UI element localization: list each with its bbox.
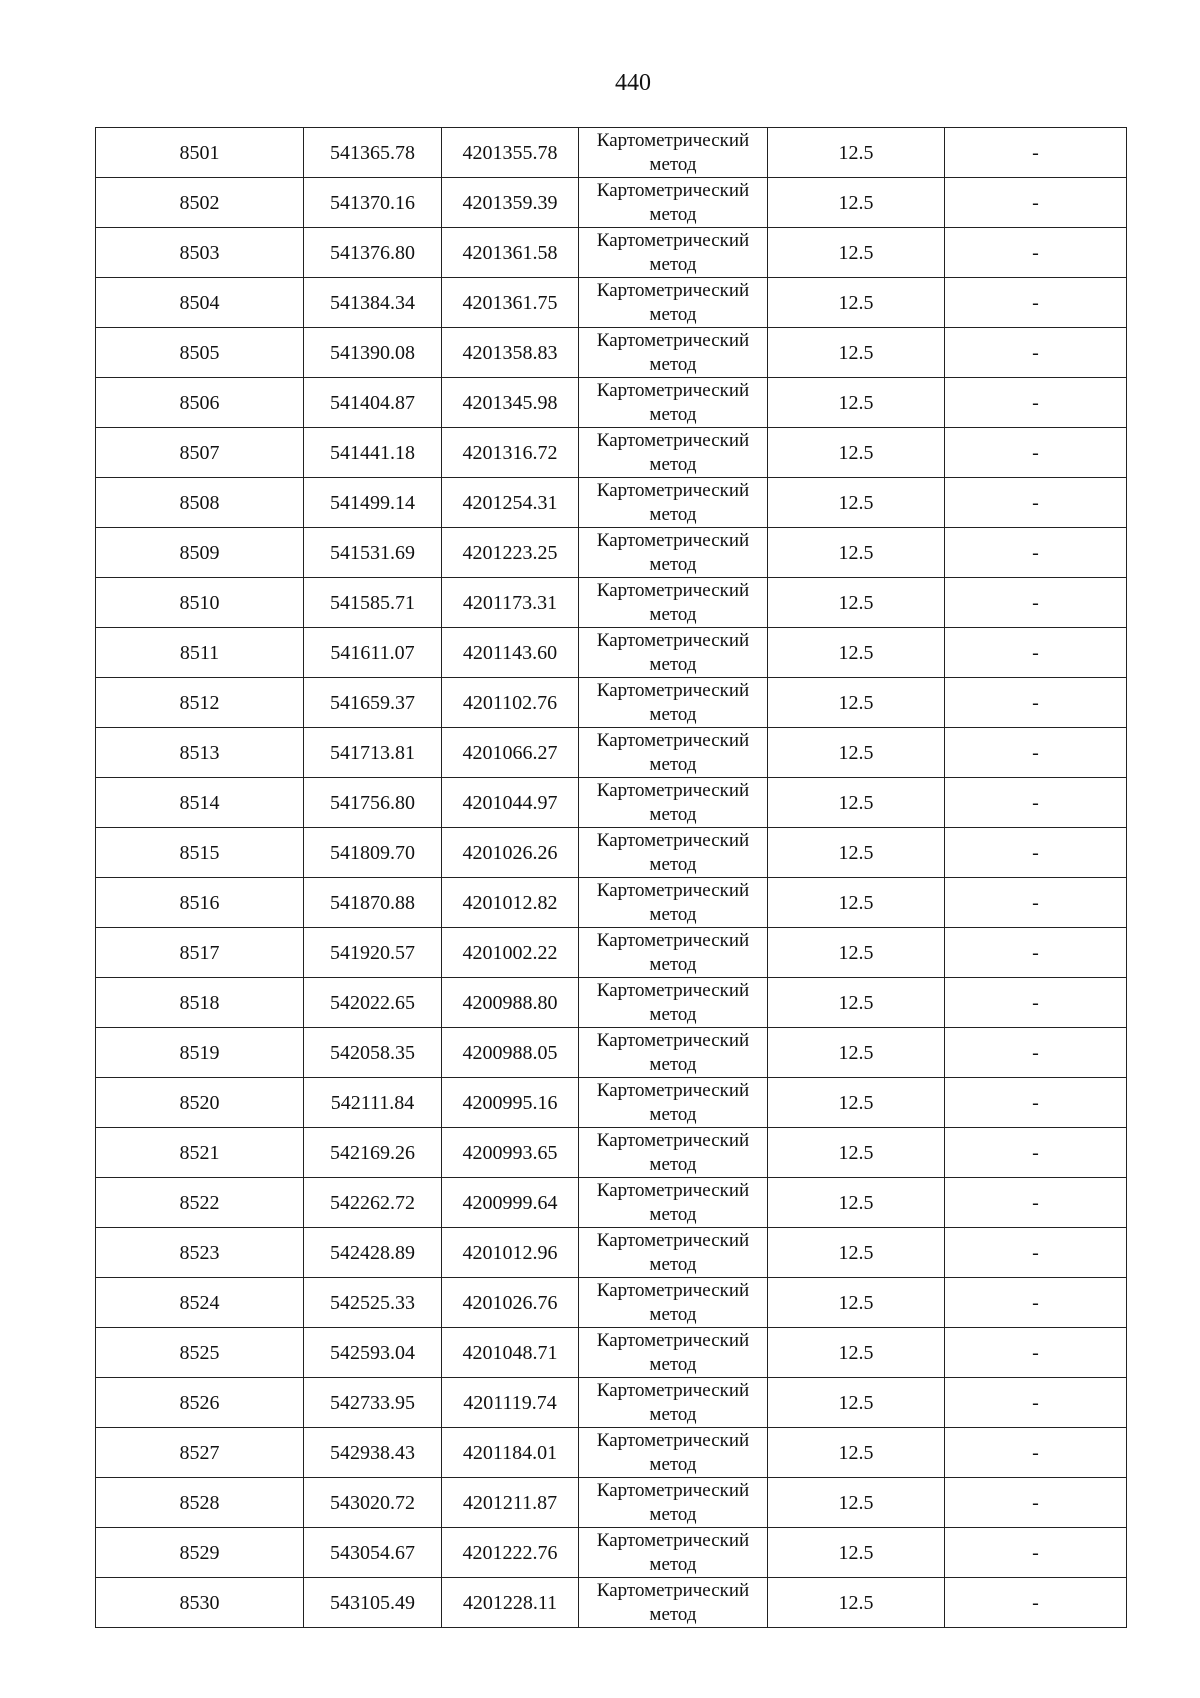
coordinates-table <box>95 127 1127 1628</box>
note-cell: - <box>945 878 1127 928</box>
y-coordinate-cell: 4201184.01 <box>442 1428 579 1478</box>
x-coordinate-cell: 542111.84 <box>304 1078 442 1128</box>
method-line-1: Картометрический <box>596 1329 750 1351</box>
method-line-2: метод <box>649 553 697 575</box>
method-line-1: Картометрический <box>596 729 750 751</box>
table-row <box>96 728 1127 778</box>
method-line-2: метод <box>649 303 697 325</box>
accuracy-cell: 12.5 <box>768 678 945 728</box>
accuracy-cell: 12.5 <box>768 578 945 628</box>
x-coordinate-cell: 541404.87 <box>304 378 442 428</box>
table-row <box>96 428 1127 478</box>
x-coordinate-cell: 541365.78 <box>304 128 442 178</box>
method-line-1: Картометрический <box>596 1579 750 1601</box>
point-number-cell: 8516 <box>96 878 304 928</box>
x-coordinate-cell: 543105.49 <box>304 1578 442 1628</box>
accuracy-cell: 12.5 <box>768 378 945 428</box>
table-row <box>96 1428 1127 1478</box>
accuracy-cell: 12.5 <box>768 928 945 978</box>
point-number-cell: 8525 <box>96 1328 304 1378</box>
y-coordinate-cell: 4201254.31 <box>442 478 579 528</box>
method-line-2: метод <box>649 903 697 925</box>
method-line-2: метод <box>649 1353 697 1375</box>
note-cell: - <box>945 1528 1127 1578</box>
y-coordinate-cell: 4201316.72 <box>442 428 579 478</box>
method-line-2: метод <box>649 153 697 175</box>
method-cell <box>579 1128 768 1178</box>
accuracy-cell: 12.5 <box>768 128 945 178</box>
table-row <box>96 1128 1127 1178</box>
accuracy-cell: 12.5 <box>768 728 945 778</box>
method-cell <box>579 1028 768 1078</box>
point-number-cell: 8524 <box>96 1278 304 1328</box>
point-number-cell: 8519 <box>96 1028 304 1078</box>
y-coordinate-cell: 4201361.75 <box>442 278 579 328</box>
accuracy-cell: 12.5 <box>768 828 945 878</box>
x-coordinate-cell: 541531.69 <box>304 528 442 578</box>
table-row <box>96 778 1127 828</box>
table-row <box>96 878 1127 928</box>
note-cell: - <box>945 228 1127 278</box>
table-row <box>96 178 1127 228</box>
point-number-cell: 8515 <box>96 828 304 878</box>
note-cell: - <box>945 328 1127 378</box>
method-line-2: метод <box>649 1003 697 1025</box>
note-cell: - <box>945 1328 1127 1378</box>
note-cell: - <box>945 428 1127 478</box>
point-number-cell: 8530 <box>96 1578 304 1628</box>
method-line-2: метод <box>649 653 697 675</box>
accuracy-cell: 12.5 <box>768 428 945 478</box>
method-line-2: метод <box>649 1453 697 1475</box>
note-cell: - <box>945 278 1127 328</box>
coordinates-table-body <box>96 128 1127 1628</box>
note-cell: - <box>945 678 1127 728</box>
method-cell <box>579 1478 768 1528</box>
accuracy-cell: 12.5 <box>768 1078 945 1128</box>
y-coordinate-cell: 4201012.82 <box>442 878 579 928</box>
method-line-2: метод <box>649 1403 697 1425</box>
method-cell <box>579 1278 768 1328</box>
method-line-2: метод <box>649 1253 697 1275</box>
note-cell: - <box>945 1028 1127 1078</box>
accuracy-cell: 12.5 <box>768 528 945 578</box>
point-number-cell: 8513 <box>96 728 304 778</box>
x-coordinate-cell: 542525.33 <box>304 1278 442 1328</box>
table-row <box>96 378 1127 428</box>
method-line-1: Картометрический <box>596 1079 750 1101</box>
method-cell <box>579 228 768 278</box>
x-coordinate-cell: 541920.57 <box>304 928 442 978</box>
method-cell <box>579 178 768 228</box>
accuracy-cell: 12.5 <box>768 178 945 228</box>
x-coordinate-cell: 542169.26 <box>304 1128 442 1178</box>
point-number-cell: 8529 <box>96 1528 304 1578</box>
note-cell: - <box>945 1278 1127 1328</box>
y-coordinate-cell: 4201223.25 <box>442 528 579 578</box>
accuracy-cell: 12.5 <box>768 878 945 928</box>
note-cell: - <box>945 1478 1127 1528</box>
table-row <box>96 278 1127 328</box>
method-line-1: Картометрический <box>596 679 750 701</box>
point-number-cell: 8507 <box>96 428 304 478</box>
method-cell <box>579 1328 768 1378</box>
table-row <box>96 1528 1127 1578</box>
method-line-1: Картометрический <box>596 1229 750 1251</box>
note-cell: - <box>945 1228 1127 1278</box>
table-row <box>96 678 1127 728</box>
method-cell <box>579 278 768 328</box>
note-cell: - <box>945 978 1127 1028</box>
note-cell: - <box>945 628 1127 678</box>
method-cell <box>579 1178 768 1228</box>
x-coordinate-cell: 541585.71 <box>304 578 442 628</box>
point-number-cell: 8526 <box>96 1378 304 1428</box>
method-line-2: метод <box>649 803 697 825</box>
accuracy-cell: 12.5 <box>768 1428 945 1478</box>
x-coordinate-cell: 541384.34 <box>304 278 442 328</box>
method-cell <box>579 578 768 628</box>
y-coordinate-cell: 4201119.74 <box>442 1378 579 1428</box>
table-row <box>96 478 1127 528</box>
note-cell: - <box>945 378 1127 428</box>
method-cell <box>579 828 768 878</box>
table-row <box>96 1228 1127 1278</box>
point-number-cell: 8503 <box>96 228 304 278</box>
table-row <box>96 1378 1127 1428</box>
method-line-2: метод <box>649 1053 697 1075</box>
table-row <box>96 328 1127 378</box>
method-cell <box>579 378 768 428</box>
method-line-1: Картометрический <box>596 529 750 551</box>
method-cell <box>579 1228 768 1278</box>
method-cell <box>579 978 768 1028</box>
note-cell: - <box>945 728 1127 778</box>
method-line-2: метод <box>649 853 697 875</box>
method-line-2: метод <box>649 1503 697 1525</box>
y-coordinate-cell: 4201044.97 <box>442 778 579 828</box>
method-cell <box>579 1578 768 1628</box>
accuracy-cell: 12.5 <box>768 1528 945 1578</box>
accuracy-cell: 12.5 <box>768 778 945 828</box>
x-coordinate-cell: 542058.35 <box>304 1028 442 1078</box>
method-line-1: Картометрический <box>596 1529 750 1551</box>
method-cell <box>579 1428 768 1478</box>
method-line-1: Картометрический <box>596 329 750 351</box>
method-line-1: Картометрический <box>596 1179 750 1201</box>
y-coordinate-cell: 4201026.76 <box>442 1278 579 1328</box>
point-number-cell: 8528 <box>96 1478 304 1528</box>
x-coordinate-cell: 542733.95 <box>304 1378 442 1428</box>
method-line-2: метод <box>649 1103 697 1125</box>
point-number-cell: 8504 <box>96 278 304 328</box>
method-line-2: метод <box>649 603 697 625</box>
accuracy-cell: 12.5 <box>768 1328 945 1378</box>
table-row <box>96 1178 1127 1228</box>
method-line-1: Картометрический <box>596 379 750 401</box>
table-row <box>96 528 1127 578</box>
table-row <box>96 1478 1127 1528</box>
method-line-2: метод <box>649 453 697 475</box>
accuracy-cell: 12.5 <box>768 1478 945 1528</box>
method-line-1: Картометрический <box>596 1379 750 1401</box>
y-coordinate-cell: 4201358.83 <box>442 328 579 378</box>
table-row <box>96 1578 1127 1628</box>
accuracy-cell: 12.5 <box>768 328 945 378</box>
x-coordinate-cell: 541756.80 <box>304 778 442 828</box>
method-line-1: Картометрический <box>596 179 750 201</box>
note-cell: - <box>945 1128 1127 1178</box>
x-coordinate-cell: 541809.70 <box>304 828 442 878</box>
point-number-cell: 8501 <box>96 128 304 178</box>
table-row <box>96 1028 1127 1078</box>
x-coordinate-cell: 541441.18 <box>304 428 442 478</box>
point-number-cell: 8523 <box>96 1228 304 1278</box>
x-coordinate-cell: 541370.16 <box>304 178 442 228</box>
method-line-1: Картометрический <box>596 779 750 801</box>
x-coordinate-cell: 541376.80 <box>304 228 442 278</box>
y-coordinate-cell: 4201211.87 <box>442 1478 579 1528</box>
table-row <box>96 628 1127 678</box>
method-line-1: Картометрический <box>596 429 750 451</box>
accuracy-cell: 12.5 <box>768 1178 945 1228</box>
method-line-2: метод <box>649 753 697 775</box>
accuracy-cell: 12.5 <box>768 278 945 328</box>
x-coordinate-cell: 541659.37 <box>304 678 442 728</box>
method-cell <box>579 928 768 978</box>
y-coordinate-cell: 4201026.26 <box>442 828 579 878</box>
note-cell: - <box>945 1428 1127 1478</box>
method-cell <box>579 128 768 178</box>
x-coordinate-cell: 541713.81 <box>304 728 442 778</box>
page-number: 440 <box>615 70 651 96</box>
y-coordinate-cell: 4201002.22 <box>442 928 579 978</box>
x-coordinate-cell: 542593.04 <box>304 1328 442 1378</box>
method-line-2: метод <box>649 203 697 225</box>
note-cell: - <box>945 1178 1127 1228</box>
y-coordinate-cell: 4200995.16 <box>442 1078 579 1128</box>
x-coordinate-cell: 542938.43 <box>304 1428 442 1478</box>
method-cell <box>579 478 768 528</box>
x-coordinate-cell: 542022.65 <box>304 978 442 1028</box>
method-line-2: метод <box>649 503 697 525</box>
method-line-2: метод <box>649 1153 697 1175</box>
accuracy-cell: 12.5 <box>768 1278 945 1328</box>
method-line-1: Картометрический <box>596 1429 750 1451</box>
method-line-1: Картометрический <box>596 279 750 301</box>
point-number-cell: 8502 <box>96 178 304 228</box>
method-line-1: Картометрический <box>596 129 750 151</box>
point-number-cell: 8512 <box>96 678 304 728</box>
y-coordinate-cell: 4200999.64 <box>442 1178 579 1228</box>
note-cell: - <box>945 928 1127 978</box>
method-cell <box>579 528 768 578</box>
point-number-cell: 8509 <box>96 528 304 578</box>
method-line-2: метод <box>649 1553 697 1575</box>
table-row <box>96 578 1127 628</box>
y-coordinate-cell: 4201345.98 <box>442 378 579 428</box>
method-line-1: Картометрический <box>596 929 750 951</box>
point-number-cell: 8527 <box>96 1428 304 1478</box>
y-coordinate-cell: 4201012.96 <box>442 1228 579 1278</box>
method-cell <box>579 628 768 678</box>
point-number-cell: 8506 <box>96 378 304 428</box>
method-cell <box>579 1078 768 1128</box>
note-cell: - <box>945 1578 1127 1628</box>
x-coordinate-cell: 543054.67 <box>304 1528 442 1578</box>
method-line-2: метод <box>649 1303 697 1325</box>
method-line-2: метод <box>649 1203 697 1225</box>
table-row <box>96 228 1127 278</box>
method-line-1: Картометрический <box>596 879 750 901</box>
method-line-1: Картометрический <box>596 1279 750 1301</box>
accuracy-cell: 12.5 <box>768 1228 945 1278</box>
accuracy-cell: 12.5 <box>768 1378 945 1428</box>
note-cell: - <box>945 528 1127 578</box>
method-cell <box>579 328 768 378</box>
accuracy-cell: 12.5 <box>768 1028 945 1078</box>
method-line-2: метод <box>649 353 697 375</box>
y-coordinate-cell: 4201359.39 <box>442 178 579 228</box>
accuracy-cell: 12.5 <box>768 1128 945 1178</box>
point-number-cell: 8514 <box>96 778 304 828</box>
point-number-cell: 8520 <box>96 1078 304 1128</box>
method-line-1: Картометрический <box>596 479 750 501</box>
x-coordinate-cell: 542428.89 <box>304 1228 442 1278</box>
note-cell: - <box>945 828 1127 878</box>
note-cell: - <box>945 778 1127 828</box>
method-line-2: метод <box>649 403 697 425</box>
table-row <box>96 928 1127 978</box>
point-number-cell: 8518 <box>96 978 304 1028</box>
point-number-cell: 8517 <box>96 928 304 978</box>
method-line-1: Картометрический <box>596 1479 750 1501</box>
point-number-cell: 8511 <box>96 628 304 678</box>
table-row <box>96 1278 1127 1328</box>
point-number-cell: 8522 <box>96 1178 304 1228</box>
accuracy-cell: 12.5 <box>768 478 945 528</box>
table-row <box>96 978 1127 1028</box>
x-coordinate-cell: 541611.07 <box>304 628 442 678</box>
y-coordinate-cell: 4201048.71 <box>442 1328 579 1378</box>
accuracy-cell: 12.5 <box>768 228 945 278</box>
x-coordinate-cell: 542262.72 <box>304 1178 442 1228</box>
note-cell: - <box>945 178 1127 228</box>
point-number-cell: 8510 <box>96 578 304 628</box>
method-line-1: Картометрический <box>596 1129 750 1151</box>
method-line-2: метод <box>649 1603 697 1625</box>
y-coordinate-cell: 4200993.65 <box>442 1128 579 1178</box>
method-line-1: Картометрический <box>596 979 750 1001</box>
method-cell <box>579 1528 768 1578</box>
table-row <box>96 128 1127 178</box>
accuracy-cell: 12.5 <box>768 628 945 678</box>
point-number-cell: 8508 <box>96 478 304 528</box>
method-cell <box>579 728 768 778</box>
note-cell: - <box>945 478 1127 528</box>
table-row <box>96 1328 1127 1378</box>
x-coordinate-cell: 543020.72 <box>304 1478 442 1528</box>
method-line-1: Картометрический <box>596 829 750 851</box>
y-coordinate-cell: 4201228.11 <box>442 1578 579 1628</box>
table-row <box>96 828 1127 878</box>
note-cell: - <box>945 1378 1127 1428</box>
method-cell <box>579 878 768 928</box>
method-line-1: Картометрический <box>596 1029 750 1051</box>
x-coordinate-cell: 541499.14 <box>304 478 442 528</box>
accuracy-cell: 12.5 <box>768 978 945 1028</box>
y-coordinate-cell: 4201361.58 <box>442 228 579 278</box>
x-coordinate-cell: 541870.88 <box>304 878 442 928</box>
x-coordinate-cell: 541390.08 <box>304 328 442 378</box>
note-cell: - <box>945 128 1127 178</box>
method-line-2: метод <box>649 703 697 725</box>
y-coordinate-cell: 4201173.31 <box>442 578 579 628</box>
method-line-1: Картометрический <box>596 229 750 251</box>
point-number-cell: 8505 <box>96 328 304 378</box>
method-cell <box>579 428 768 478</box>
note-cell: - <box>945 1078 1127 1128</box>
method-cell <box>579 1378 768 1428</box>
y-coordinate-cell: 4201355.78 <box>442 128 579 178</box>
method-cell <box>579 778 768 828</box>
method-cell <box>579 678 768 728</box>
y-coordinate-cell: 4201222.76 <box>442 1528 579 1578</box>
note-cell: - <box>945 578 1127 628</box>
y-coordinate-cell: 4201102.76 <box>442 678 579 728</box>
table-row <box>96 1078 1127 1128</box>
y-coordinate-cell: 4200988.05 <box>442 1028 579 1078</box>
method-line-2: метод <box>649 953 697 975</box>
y-coordinate-cell: 4201143.60 <box>442 628 579 678</box>
method-line-1: Картометрический <box>596 629 750 651</box>
point-number-cell: 8521 <box>96 1128 304 1178</box>
method-line-1: Картометрический <box>596 579 750 601</box>
accuracy-cell: 12.5 <box>768 1578 945 1628</box>
y-coordinate-cell: 4201066.27 <box>442 728 579 778</box>
y-coordinate-cell: 4200988.80 <box>442 978 579 1028</box>
method-line-2: метод <box>649 253 697 275</box>
